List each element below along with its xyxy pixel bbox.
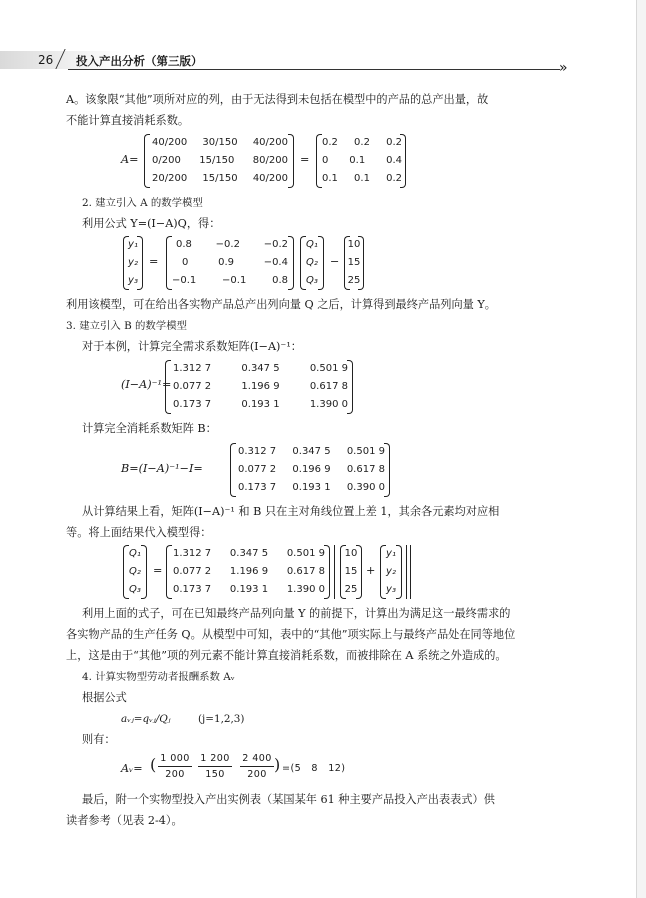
matrix-cell: 0.501 9 <box>346 446 385 457</box>
eq2-q-vector <box>300 236 324 290</box>
matrix-cell: 0.8 <box>176 239 192 250</box>
matrix-cell: 0 <box>322 155 329 166</box>
bracket-line <box>334 545 335 599</box>
matrix-cell: 80/200 <box>252 155 288 166</box>
vector-cell: y₃ <box>386 584 396 595</box>
matrix-cell: 1.390 0 <box>286 584 325 595</box>
eq4-lhs: B=(I−A)⁻¹−I= <box>121 462 203 475</box>
frac-denominator: 200 <box>165 769 185 780</box>
frac-line <box>158 766 192 767</box>
eq3-lhs: (I−A)⁻¹= <box>121 378 172 391</box>
matrix-cell: 0.8 <box>272 275 288 286</box>
matrix-cell: 40/200 <box>152 137 188 148</box>
eq5-plus: + <box>366 564 376 577</box>
vector-cell: 25 <box>344 584 358 595</box>
matrix-cell: 0.173 7 <box>238 482 277 493</box>
book-title: 投入产出分析（第三版） <box>76 54 203 68</box>
matrix-cell: 0.617 8 <box>309 381 348 392</box>
matrix-cell: 0.501 9 <box>286 548 325 559</box>
paragraph-line: 根据公式 <box>82 691 127 704</box>
matrix-cell: −0.1 <box>222 275 247 286</box>
matrix-cell: 0/200 <box>152 155 181 166</box>
eq4-matrix <box>230 443 390 497</box>
eq5-q-vector <box>123 545 147 599</box>
matrix-cell: 1.312 7 <box>173 363 212 374</box>
eq1-right-matrix <box>316 134 406 188</box>
matrix-cell: 0.4 <box>386 155 402 166</box>
paragraph-line: 不能计算直接消耗系数。 <box>66 114 190 127</box>
matrix-cell: 15/150 <box>202 173 238 184</box>
frac-denominator: 200 <box>247 769 267 780</box>
matrix-cell: 0.617 8 <box>346 464 385 475</box>
chevron-right-icon: » <box>559 60 564 76</box>
section-heading: 2. 建立引入 A 的数学模型 <box>82 197 203 209</box>
matrix-cell: 0.2 <box>322 137 338 148</box>
vector-cell: 25 <box>347 275 361 286</box>
vector-cell: 15 <box>347 257 361 268</box>
eq6-formula: aᵥⱼ=qᵥⱼ/Qⱼ <box>121 713 171 725</box>
matrix-cell: 0.2 <box>354 137 370 148</box>
matrix-cell: 0.347 5 <box>229 548 269 559</box>
matrix-cell: 0.173 7 <box>173 584 212 595</box>
eq7-result: =(5 8 12) <box>282 763 346 774</box>
matrix-cell: 0.347 5 <box>241 363 280 374</box>
matrix-cell: 0.173 7 <box>173 399 212 410</box>
eq2-matrix <box>166 236 294 290</box>
eq7-close-paren: ) <box>274 755 281 774</box>
paragraph-line: 利用该模型，可在给出各实物产品总产出列向量 Q 之后，计算得到最终产品列向量 Y。 <box>66 298 496 311</box>
matrix-cell: −0.4 <box>263 257 288 268</box>
paragraph-line: 上，这是由于“其他”项的列元素不能计算直接消耗系数，而被排除在 A 系统之外造成的。 <box>66 649 507 662</box>
matrix-cell: −0.2 <box>263 239 288 250</box>
matrix-cell: 20/200 <box>152 173 188 184</box>
eq5-v-vector <box>340 545 362 599</box>
eq1-equals: = <box>300 153 310 166</box>
matrix-cell: 0.077 2 <box>238 464 277 475</box>
vector-cell: y₁ <box>128 239 138 250</box>
paragraph-line: 计算完全消耗系数矩阵 B： <box>82 422 217 435</box>
matrix-cell: 1.196 9 <box>241 381 280 392</box>
matrix-cell: 0 <box>182 257 189 268</box>
vector-cell: y₃ <box>128 275 138 286</box>
header-rule <box>68 69 560 70</box>
vector-cell: Q₁ <box>129 548 141 559</box>
frac-numerator: 1 000 <box>160 753 190 764</box>
section-heading: 3. 建立引入 B 的数学模型 <box>66 320 187 332</box>
page-number: 26 <box>38 53 54 67</box>
matrix-cell: 1.196 9 <box>229 566 269 577</box>
matrix-cell: 30/150 <box>202 137 238 148</box>
matrix-cell: 0.501 9 <box>309 363 348 374</box>
matrix-cell: −0.2 <box>215 239 240 250</box>
vector-cell: 10 <box>347 239 361 250</box>
matrix-cell: 0.1 <box>322 173 338 184</box>
matrix-cell: 0.2 <box>386 173 402 184</box>
vector-cell: Q₃ <box>306 275 318 286</box>
matrix-cell: 0.347 5 <box>292 446 331 457</box>
vector-cell: Q₂ <box>306 257 318 268</box>
matrix-cell: 0.077 2 <box>173 381 212 392</box>
vector-cell: Q₃ <box>129 584 141 595</box>
section-heading: 4. 计算实物型劳动者报酬系数 Aᵥ <box>82 671 235 683</box>
eq7-lhs: Aᵥ= <box>121 762 143 775</box>
matrix-cell: 40/200 <box>252 137 288 148</box>
paragraph-line: 最后，附一个实物型投入产出实例表（某国某年 61 种主要产品投入产出表表式）供 <box>82 793 495 806</box>
matrix-cell: −0.1 <box>172 275 197 286</box>
vector-cell: 10 <box>344 548 358 559</box>
eq2-minus: − <box>330 255 340 268</box>
paragraph-line: 对于本例，计算完全需求系数矩阵(I−A)⁻¹： <box>82 340 302 353</box>
frac-numerator: 2 400 <box>242 753 272 764</box>
eq7-open-paren: ( <box>150 755 157 774</box>
frac-numerator: 1 200 <box>200 753 230 764</box>
eq5-matrix <box>166 545 330 599</box>
eq2-y-vector <box>123 236 143 290</box>
vector-cell: 15 <box>344 566 358 577</box>
vector-cell: y₂ <box>386 566 396 577</box>
eq6-condition: (j=1,2,3) <box>198 713 245 725</box>
vector-cell: y₂ <box>128 257 138 268</box>
bracket-line <box>410 545 411 599</box>
paragraph-line: A。该象限“其他”项所对应的列，由于无法得到未包括在模型中的产品的总产出量，故 <box>66 93 489 106</box>
matrix-cell: 15/150 <box>199 155 235 166</box>
paragraph-line: 各实物产品的生产任务 Q。从模型中可知，表中的“其他”项实际上与最终产品处在同等地位 <box>66 628 516 641</box>
paragraph-line: 读者参考（见表 2-4）。 <box>66 814 183 827</box>
matrix-cell: 0.193 1 <box>241 399 280 410</box>
matrix-cell: 0.2 <box>386 137 402 148</box>
eq1-left-matrix <box>144 134 294 188</box>
matrix-cell: 0.193 1 <box>229 584 269 595</box>
matrix-cell: 0.196 9 <box>292 464 331 475</box>
matrix-cell: 0.1 <box>354 173 370 184</box>
frac-line <box>198 766 232 767</box>
eq5-y-vector <box>380 545 402 599</box>
matrix-cell: 0.617 8 <box>286 566 325 577</box>
matrix-cell: 1.312 7 <box>173 548 212 559</box>
eq2-v-vector <box>344 236 364 290</box>
matrix-cell: 0.9 <box>218 257 234 268</box>
matrix-cell: 0.077 2 <box>173 566 212 577</box>
matrix-cell: 0.312 7 <box>238 446 277 457</box>
paragraph-line: 等。将上面结果代入模型得： <box>66 526 212 539</box>
paragraph-line: 则有： <box>82 733 116 746</box>
paragraph-line: 利用上面的式子，可在已知最终产品列向量 Y 的前提下，计算出为满足这一最终需求的 <box>82 607 511 620</box>
paragraph-line: 利用公式 Y=(I−A)Q，得： <box>82 217 221 230</box>
vector-cell: Q₂ <box>129 566 141 577</box>
vector-cell: Q₁ <box>306 239 318 250</box>
matrix-cell: 1.390 0 <box>309 399 348 410</box>
matrix-cell: 0.1 <box>349 155 366 166</box>
matrix-cell: 0.193 1 <box>292 482 331 493</box>
frac-denominator: 150 <box>205 769 225 780</box>
eq1-lhs: A= <box>121 153 139 166</box>
matrix-cell: 0.390 0 <box>346 482 385 493</box>
paragraph-line: 从计算结果上看，矩阵(I−A)⁻¹ 和 B 只在主对角线位置上差 1，其余各元素均对应相 <box>82 505 500 518</box>
bracket-line <box>406 545 407 599</box>
frac-line <box>240 766 274 767</box>
eq3-matrix <box>165 360 353 414</box>
eq5-equals: = <box>153 564 163 577</box>
matrix-cell: 40/200 <box>252 173 288 184</box>
eq2-equals: = <box>149 255 159 268</box>
vector-cell: y₁ <box>386 548 396 559</box>
